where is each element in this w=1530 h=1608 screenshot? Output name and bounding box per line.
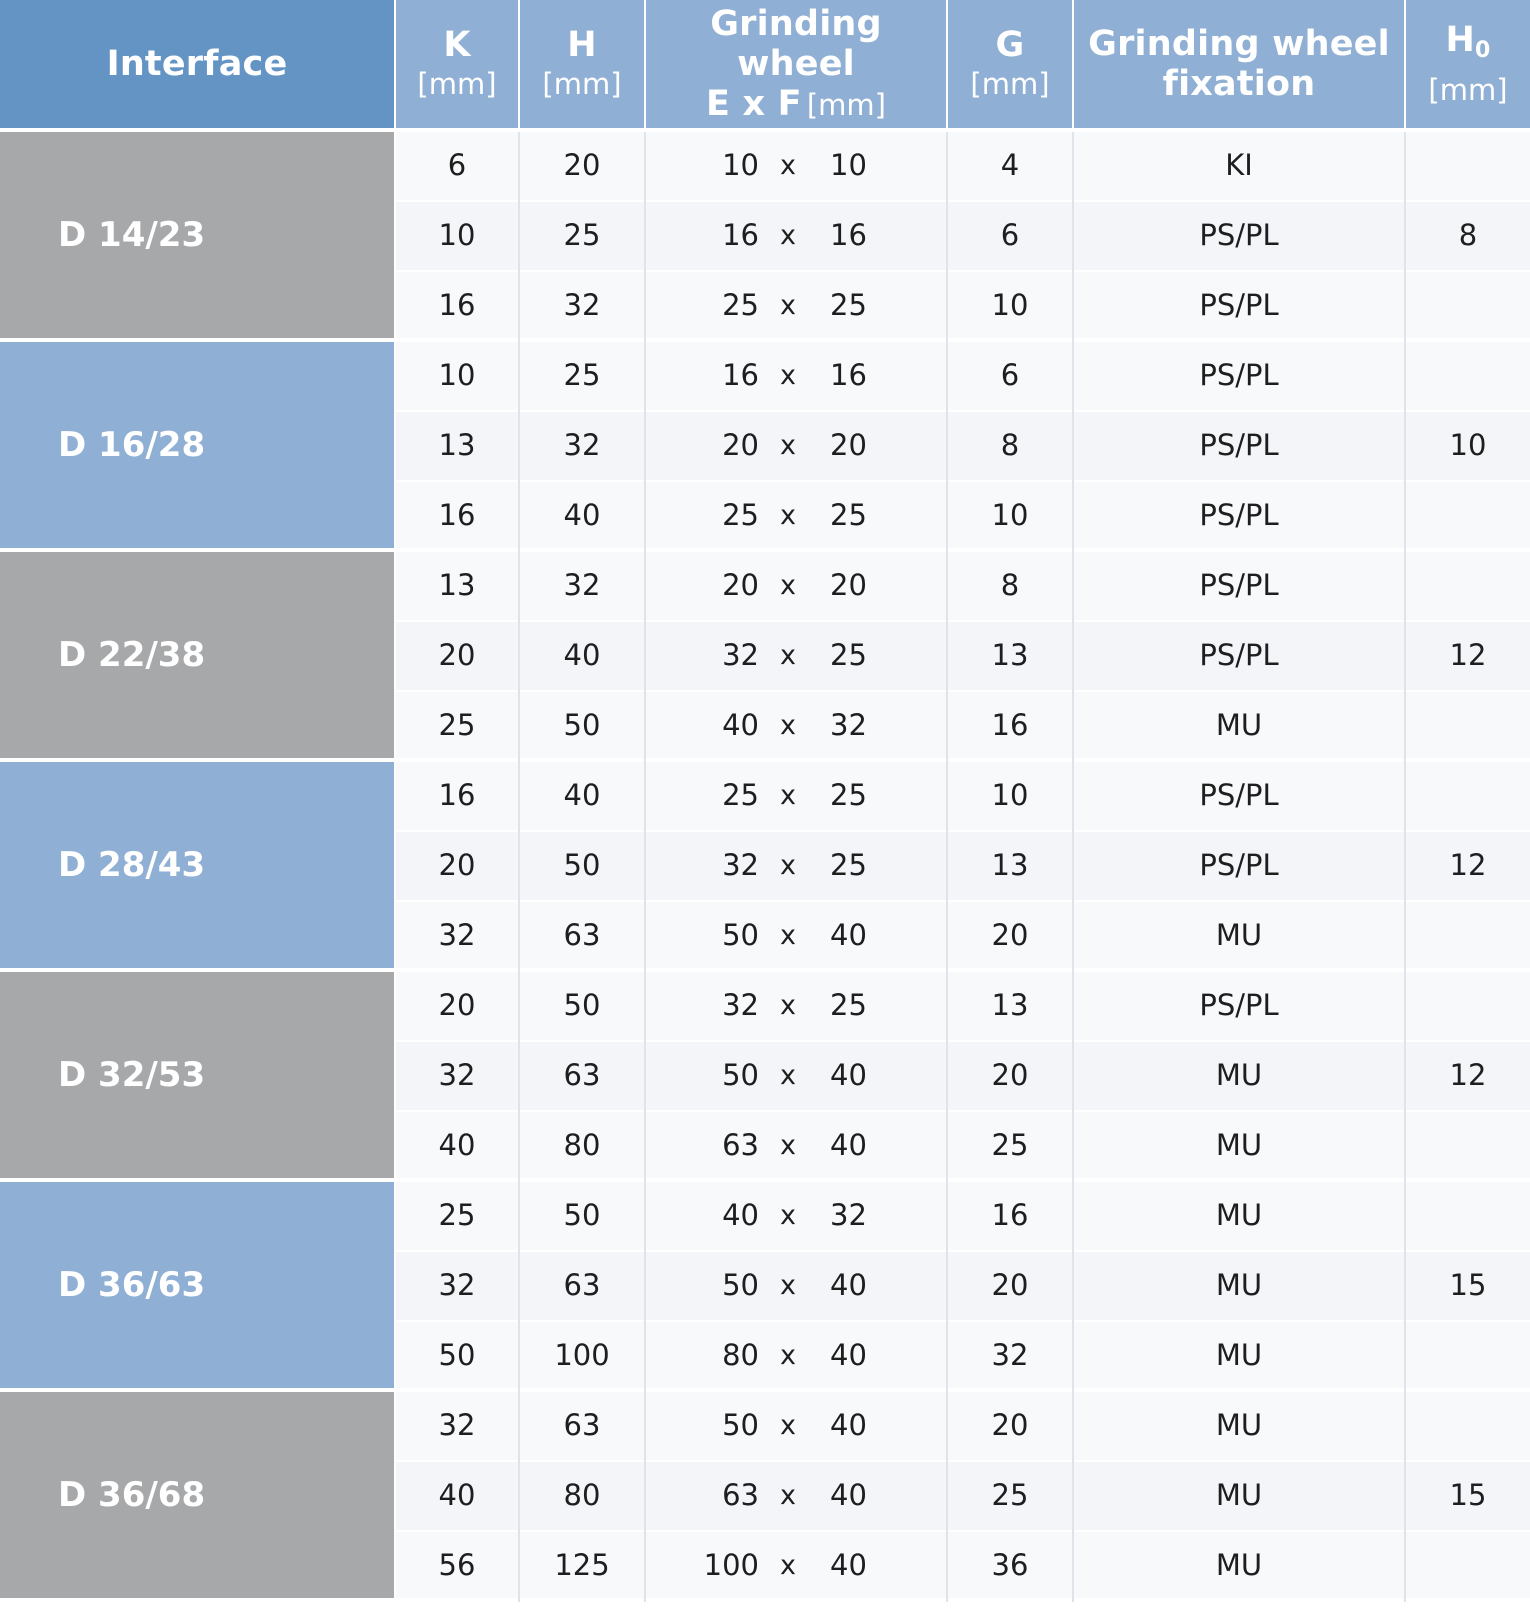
cell-fixation: MU: [1215, 1128, 1263, 1162]
cell-times-sign: x: [780, 1059, 796, 1091]
cell-k: 56: [438, 1548, 476, 1582]
header-fixation-line2: fixation: [1162, 64, 1316, 104]
table-row: [396, 412, 1530, 480]
cell-e: 32: [722, 638, 759, 672]
cell-f: 16: [830, 218, 867, 252]
cell-g: 36: [991, 1548, 1029, 1582]
header-fixation-line1: Grinding wheel: [1088, 24, 1390, 64]
cell-times-sign: x: [780, 989, 796, 1021]
cell-k: 10: [438, 218, 476, 252]
cell-f: 40: [830, 1548, 867, 1582]
header-h: [520, 0, 644, 128]
cell-g: 25: [991, 1478, 1029, 1512]
table-row: [396, 1532, 1530, 1598]
header-h-unit: [mm]: [542, 67, 622, 101]
cell-fixation: PS/PL: [1199, 218, 1279, 252]
cell-fixation: MU: [1215, 1198, 1263, 1232]
cell-g: 10: [991, 498, 1029, 532]
table-row: [396, 692, 1530, 758]
cell-e: 20: [722, 428, 759, 462]
cell-f: 40: [830, 1128, 867, 1162]
cell-times-sign: x: [780, 1549, 796, 1581]
cell-g: 4: [1000, 148, 1020, 182]
cell-f: 40: [830, 1058, 867, 1092]
cell-g: 16: [991, 1198, 1029, 1232]
cell-h: 40: [563, 778, 601, 812]
cell-times-sign: x: [780, 849, 796, 881]
cell-fixation: KI: [1225, 148, 1253, 182]
header-interface-label: Interface: [106, 44, 288, 84]
header-interface: [0, 0, 394, 128]
cell-f: 40: [830, 918, 867, 952]
cell-k: 32: [438, 1408, 476, 1442]
cell-h0: 12: [1449, 638, 1487, 672]
cell-e: 16: [722, 218, 759, 252]
cell-h: 125: [554, 1548, 610, 1582]
cell-e: 50: [722, 1058, 759, 1092]
cell-fixation: MU: [1215, 1478, 1263, 1512]
header-g-unit: [mm]: [970, 67, 1050, 101]
cell-g: 20: [991, 918, 1029, 952]
cell-h: 50: [563, 848, 601, 882]
header-grinding-wheel-fixation: [1074, 0, 1404, 128]
cell-h: 20: [563, 148, 601, 182]
table-row: [396, 1042, 1530, 1110]
cell-f: 25: [830, 498, 867, 532]
interface-group-label: D 36/63: [0, 1182, 394, 1388]
cell-times-sign: x: [780, 1269, 796, 1301]
cell-h: 32: [563, 568, 601, 602]
cell-times-sign: x: [780, 219, 796, 251]
cell-fixation: PS/PL: [1199, 638, 1279, 672]
cell-times-sign: x: [780, 429, 796, 461]
cell-h: 25: [563, 218, 601, 252]
cell-e: 50: [722, 1268, 759, 1302]
cell-k: 50: [438, 1338, 476, 1372]
cell-fixation: MU: [1215, 918, 1263, 952]
header-h0-unit: [mm]: [1428, 72, 1508, 107]
cell-e: 80: [722, 1338, 759, 1372]
cell-g: 25: [991, 1128, 1029, 1162]
cell-e: 25: [722, 778, 759, 812]
table-row: [396, 132, 1530, 200]
cell-e: 25: [722, 498, 759, 532]
cell-f: 40: [830, 1408, 867, 1442]
cell-fixation: MU: [1215, 1058, 1263, 1092]
header-h-label: H: [567, 25, 597, 65]
column-divider: [644, 132, 646, 1602]
cell-g: 32: [991, 1338, 1029, 1372]
cell-g: 20: [991, 1268, 1029, 1302]
header-h0-subscript: 0: [1474, 37, 1491, 63]
cell-g: 20: [991, 1058, 1029, 1092]
cell-k: 20: [438, 638, 476, 672]
cell-g: 13: [991, 638, 1029, 672]
header-grinding-wheel-label: Grinding wheel: [710, 4, 882, 84]
interface-group-label: D 36/68: [0, 1392, 394, 1598]
cell-h0: 12: [1449, 848, 1487, 882]
cell-times-sign: x: [780, 499, 796, 531]
cell-g: 8: [1000, 568, 1020, 602]
cell-f: 40: [830, 1478, 867, 1512]
cell-e: 16: [722, 358, 759, 392]
table-row: [396, 342, 1530, 410]
table-row: [396, 1112, 1530, 1178]
table-row: [396, 482, 1530, 548]
cell-f: 32: [830, 708, 867, 742]
cell-f: 20: [830, 428, 867, 462]
cell-f: 25: [830, 288, 867, 322]
interface-group-label: D 14/23: [0, 132, 394, 338]
interface-group-label: D 32/53: [0, 972, 394, 1178]
header-ef-unit: [mm]: [806, 88, 886, 122]
cell-times-sign: x: [780, 779, 796, 811]
cell-fixation: PS/PL: [1199, 288, 1279, 322]
cell-g: 13: [991, 848, 1029, 882]
cell-h: 50: [563, 1198, 601, 1232]
cell-k: 16: [438, 498, 476, 532]
cell-k: 32: [438, 1058, 476, 1092]
table-row: [396, 1392, 1530, 1460]
cell-h: 32: [563, 288, 601, 322]
cell-h: 63: [563, 1268, 601, 1302]
cell-k: 25: [438, 1198, 476, 1232]
cell-k: 20: [438, 848, 476, 882]
cell-g: 13: [991, 988, 1029, 1022]
cell-times-sign: x: [780, 639, 796, 671]
cell-e: 20: [722, 568, 759, 602]
cell-fixation: PS/PL: [1199, 778, 1279, 812]
cell-fixation: PS/PL: [1199, 498, 1279, 532]
cell-e: 50: [722, 1408, 759, 1442]
cell-fixation: PS/PL: [1199, 358, 1279, 392]
cell-g: 6: [1000, 358, 1020, 392]
cell-e: 40: [722, 1198, 759, 1232]
cell-h: 63: [563, 1408, 601, 1442]
cell-f: 40: [830, 1268, 867, 1302]
cell-f: 25: [830, 988, 867, 1022]
table-row: [396, 832, 1530, 900]
cell-h0: 8: [1458, 218, 1478, 252]
cell-f: 25: [830, 778, 867, 812]
table-row: [396, 1462, 1530, 1530]
cell-h0: 15: [1449, 1478, 1487, 1512]
cell-e: 50: [722, 918, 759, 952]
cell-k: 40: [438, 1478, 476, 1512]
cell-fixation: MU: [1215, 1408, 1263, 1442]
header-grinding-wheel-size: [646, 0, 946, 128]
cell-f: 20: [830, 568, 867, 602]
header-k: [396, 0, 518, 128]
cell-f: 40: [830, 1338, 867, 1372]
cell-k: 25: [438, 708, 476, 742]
cell-times-sign: x: [780, 359, 796, 391]
column-divider: [1072, 132, 1074, 1602]
cell-k: 6: [447, 148, 467, 182]
cell-times-sign: x: [780, 1199, 796, 1231]
cell-f: 25: [830, 848, 867, 882]
cell-h: 40: [563, 638, 601, 672]
cell-times-sign: x: [780, 1479, 796, 1511]
column-divider: [518, 132, 520, 1602]
header-k-unit: [mm]: [417, 67, 497, 101]
table-row: [396, 762, 1530, 830]
cell-times-sign: x: [780, 1129, 796, 1161]
cell-g: 6: [1000, 218, 1020, 252]
cell-k: 10: [438, 358, 476, 392]
cell-k: 32: [438, 918, 476, 952]
cell-g: 20: [991, 1408, 1029, 1442]
header-g: [948, 0, 1072, 128]
column-divider: [946, 132, 948, 1602]
cell-h0: 12: [1449, 1058, 1487, 1092]
header-h0: [1406, 0, 1530, 128]
cell-fixation: MU: [1215, 1268, 1263, 1302]
header-ef-label: E x F: [706, 84, 802, 124]
cell-h: 63: [563, 1058, 601, 1092]
table-row: [396, 272, 1530, 338]
cell-f: 16: [830, 358, 867, 392]
cell-f: 32: [830, 1198, 867, 1232]
table-row: [396, 972, 1530, 1040]
cell-h: 50: [563, 708, 601, 742]
cell-k: 32: [438, 1268, 476, 1302]
cell-fixation: PS/PL: [1199, 428, 1279, 462]
cell-times-sign: x: [780, 709, 796, 741]
cell-e: 32: [722, 988, 759, 1022]
header-h0-label: H: [1445, 19, 1475, 60]
cell-k: 13: [438, 568, 476, 602]
table-row: [396, 1322, 1530, 1388]
cell-h: 50: [563, 988, 601, 1022]
header-g-label: G: [995, 25, 1025, 65]
cell-e: 40: [722, 708, 759, 742]
cell-fixation: MU: [1215, 1548, 1263, 1582]
table-row: [396, 902, 1530, 968]
cell-e: 63: [722, 1478, 759, 1512]
cell-h: 25: [563, 358, 601, 392]
cell-e: 10: [722, 148, 759, 182]
cell-times-sign: x: [780, 149, 796, 181]
table-row: [396, 1182, 1530, 1250]
cell-h: 100: [554, 1338, 610, 1372]
cell-fixation: PS/PL: [1199, 568, 1279, 602]
cell-h: 80: [563, 1128, 601, 1162]
cell-times-sign: x: [780, 1409, 796, 1441]
cell-k: 20: [438, 988, 476, 1022]
table-row: [396, 1252, 1530, 1320]
cell-h: 40: [563, 498, 601, 532]
cell-times-sign: x: [780, 919, 796, 951]
cell-k: 16: [438, 778, 476, 812]
table-row: [396, 622, 1530, 690]
cell-e: 25: [722, 288, 759, 322]
cell-f: 10: [830, 148, 867, 182]
cell-g: 10: [991, 288, 1029, 322]
cell-h0: 15: [1449, 1268, 1487, 1302]
cell-g: 16: [991, 708, 1029, 742]
cell-k: 16: [438, 288, 476, 322]
cell-fixation: PS/PL: [1199, 988, 1279, 1022]
header-k-label: K: [443, 25, 471, 65]
column-divider: [1404, 132, 1406, 1602]
cell-times-sign: x: [780, 569, 796, 601]
cell-fixation: PS/PL: [1199, 848, 1279, 882]
table-row: [396, 202, 1530, 270]
cell-h0: 10: [1449, 428, 1487, 462]
cell-times-sign: x: [780, 1339, 796, 1371]
interface-group-label: D 16/28: [0, 342, 394, 548]
interface-group-label: D 22/38: [0, 552, 394, 758]
cell-g: 10: [991, 778, 1029, 812]
cell-e: 63: [722, 1128, 759, 1162]
cell-h: 32: [563, 428, 601, 462]
table-row: [396, 552, 1530, 620]
cell-fixation: MU: [1215, 1338, 1263, 1372]
cell-f: 25: [830, 638, 867, 672]
interface-group-label: D 28/43: [0, 762, 394, 968]
cell-k: 13: [438, 428, 476, 462]
cell-h: 80: [563, 1478, 601, 1512]
cell-fixation: MU: [1215, 708, 1263, 742]
cell-e: 32: [722, 848, 759, 882]
cell-times-sign: x: [780, 289, 796, 321]
cell-h: 63: [563, 918, 601, 952]
cell-g: 8: [1000, 428, 1020, 462]
cell-k: 40: [438, 1128, 476, 1162]
cell-e: 100: [703, 1548, 759, 1582]
